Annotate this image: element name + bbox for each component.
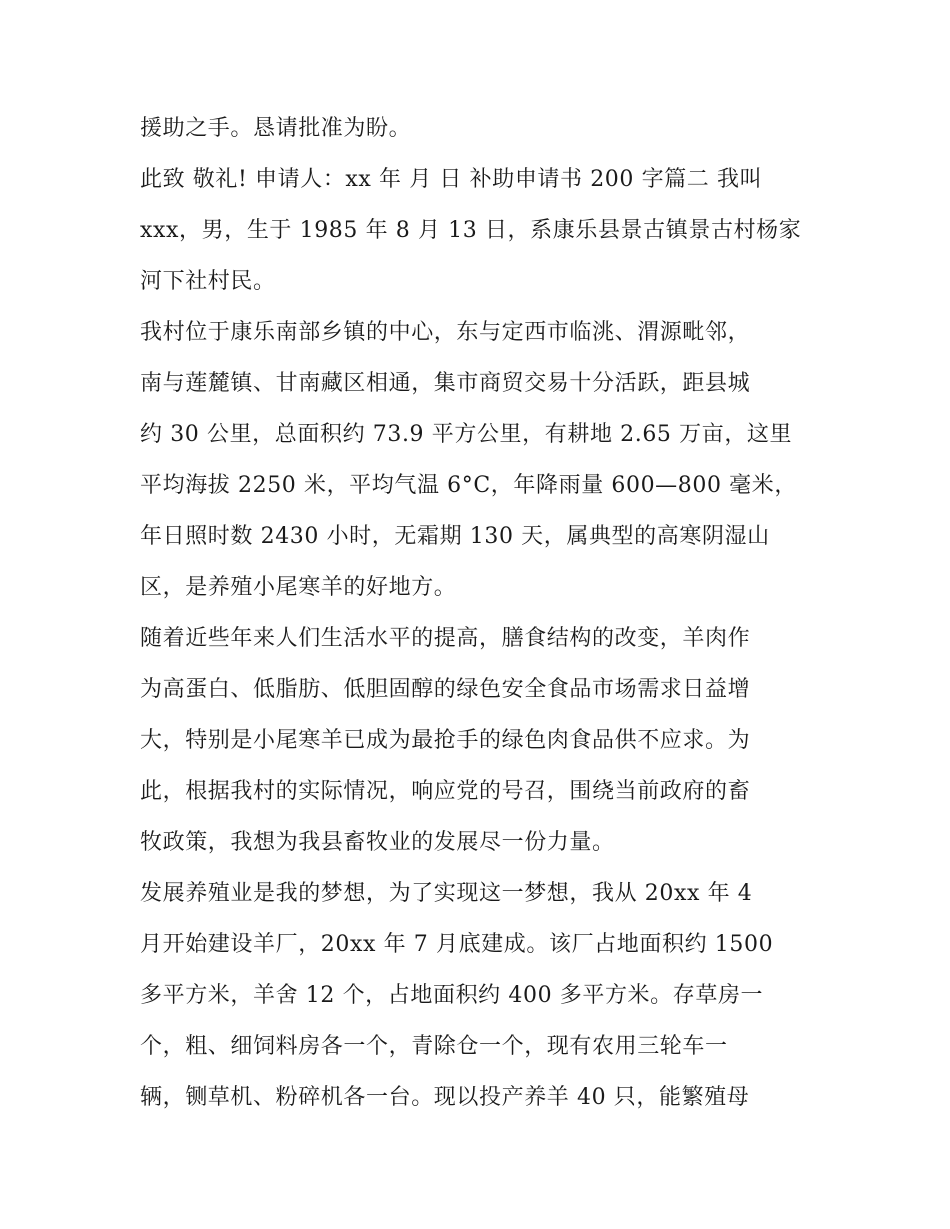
text-line: 随着近些年来人们生活水平的提高，膳食结构的改变，羊肉作 <box>140 626 751 651</box>
text-line: 此致 敬礼! 申请人：xx 年 月 日 补助申请书 200 字篇二 我叫 <box>140 167 763 192</box>
text-line: 年日照时数 2430 小时，无霜期 130 天，属典型的高寒阴湿山 <box>140 524 770 549</box>
text-line: 此，根据我村的实际情况，响应党的号召，围绕当前政府的畜 <box>140 779 751 804</box>
text-line: 河下社村民。 <box>140 269 276 294</box>
text-line: 我村位于康乐南部乡镇的中心，东与定西市临洮、渭源毗邻， <box>140 320 751 345</box>
text-line: 辆，铡草机、粉碎机各一台。现以投产养羊 40 只，能繁殖母 <box>140 1085 750 1110</box>
text-line: 平均海拔 2250 米，平均气温 6°C，年降雨量 600—800 毫米， <box>140 473 797 498</box>
text-line: 发展养殖业是我的梦想，为了实现这一梦想，我从 20xx 年 4 <box>140 881 753 906</box>
text-line: 援助之手。恳请批准为盼。 <box>140 116 412 141</box>
text-line: 南与莲麓镇、甘南藏区相通，集市商贸交易十分活跃，距县城 <box>140 371 751 396</box>
text-line: 牧政策，我想为我县畜牧业的发展尽一份力量。 <box>140 830 615 855</box>
text-line: 多平方米，羊舍 12 个，占地面积约 400 多平方米。存草房一 <box>140 983 764 1008</box>
text-line: 个，粗、细饲料房各一个，青除仓一个，现有农用三轮车一 <box>140 1034 728 1059</box>
text-line: 为高蛋白、低脂肪、低胆固醇的绿色安全食品市场需求日益增 <box>140 677 751 702</box>
document-body <box>140 103 830 1123</box>
text-line: 大，特别是小尾寒羊已成为最抢手的绿色肉食品供不应求。为 <box>140 728 751 753</box>
text-line: 区，是养殖小尾寒羊的好地方。 <box>140 575 457 600</box>
text-line: 月开始建设羊厂，20xx 年 7 月底建成。该厂占地面积约 1500 <box>140 932 774 957</box>
text-line: xxx，男，生于 1985 年 8 月 13 日，系康乐县景古镇景古村杨家 <box>140 218 802 243</box>
text-line: 约 30 公里，总面积约 73.9 平方公里，有耕地 2.65 万亩，这里 <box>140 422 793 447</box>
